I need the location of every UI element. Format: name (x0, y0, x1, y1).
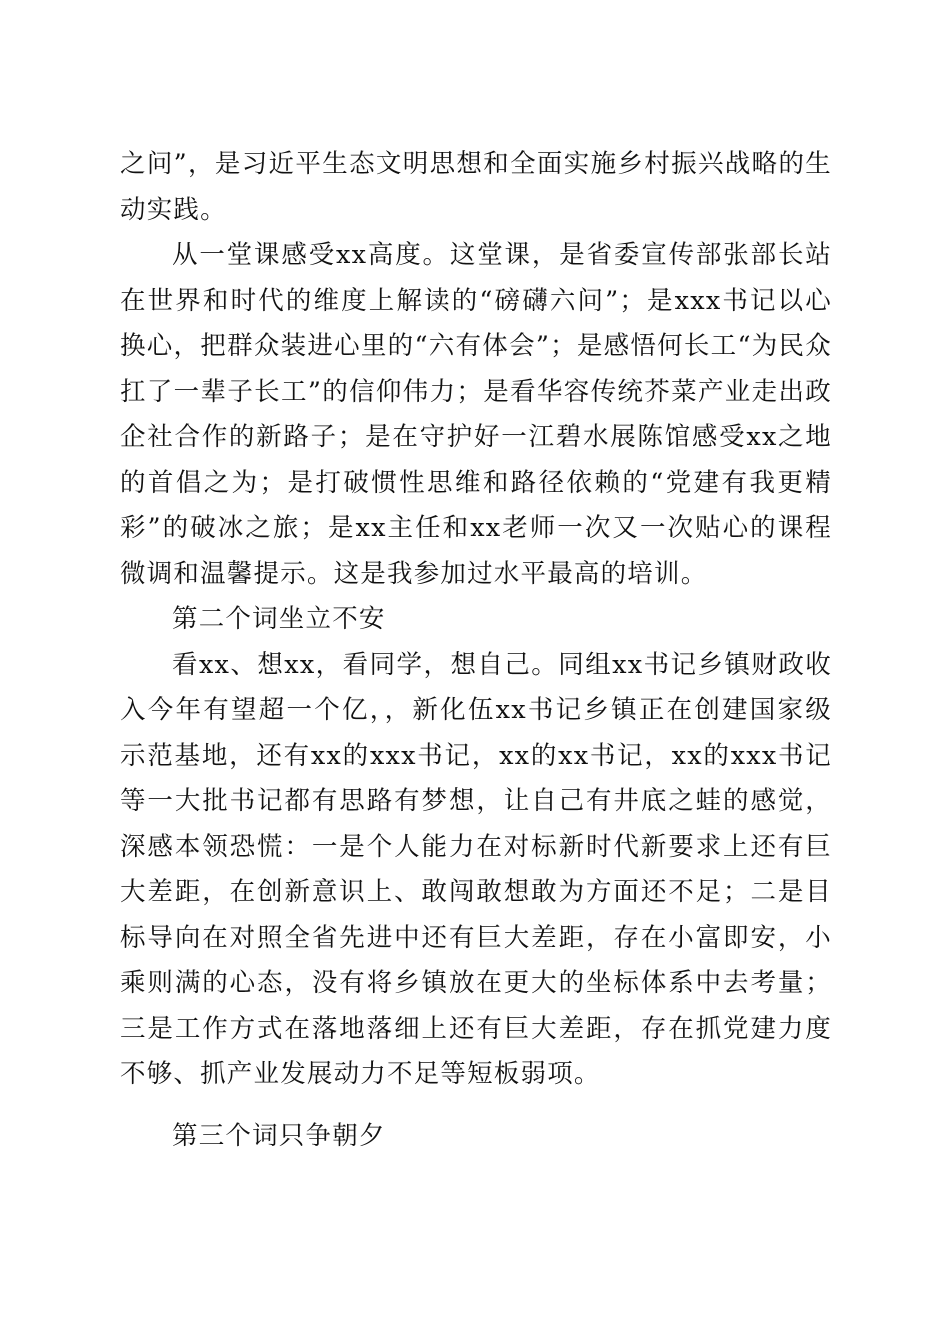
document-page (120, 142, 832, 1159)
section-heading-third-word: 第三个词只争朝夕 (172, 1120, 386, 1151)
paragraph-lecture-impressions: 从一堂课感受xx高度。这堂课，是省委宣传部张部长站在世界和时代的维度上解读的“磅礴六问”；是xxx书记以心换心，把群众装进心里的“六有体会”；是感悟何长工“为民众扛了一辈子长工”的信仰伟力；是看华容传统芥菜产业走出政企社合作的新路子；是在守护好一江碧水展陈馆感受xx之地的首倡之为；是打破惯性思维和路径依赖的“党建有我更精彩”的破冰之旅；是xx主任和xx老师一次又一次贴心的课程微调和温馨提示。这是我参加过水平最高的培训。 (120, 240, 832, 589)
section-heading-second-word: 第二个词坐立不安 (172, 604, 386, 634)
paragraph-self-reflection: 看xx、想xx，看同学，想自己。同组xx书记乡镇财政收入今年有望超一个亿，，新化伍xx书记乡镇正在创建国家级示范基地，还有xx的xxx书记，xx的xx书记，xx的xxx书记等一大批书记都有思路有梦想，让自己有井底之蛙的感觉，深感本领恐慌：一是个人能力在对标新时代新要求上还有巨大差距，在创新意识上、敢闯敢想敢为方面还不足；二是目标导向在对照全省先进中还有巨大差距，存在小富即安，小乘则满的心态，没有将乡镇放在更大的坐标体系中去考量；三是工作方式在落地落细上还有巨大差距，存在抓党建力度不够、抓产业发展动力不足等短板弱项。 (120, 649, 832, 1089)
paragraph-continuation: 之问”，是习近平生态文明思想和全面实施乡村振兴战略的生动实践。 (120, 149, 832, 225)
